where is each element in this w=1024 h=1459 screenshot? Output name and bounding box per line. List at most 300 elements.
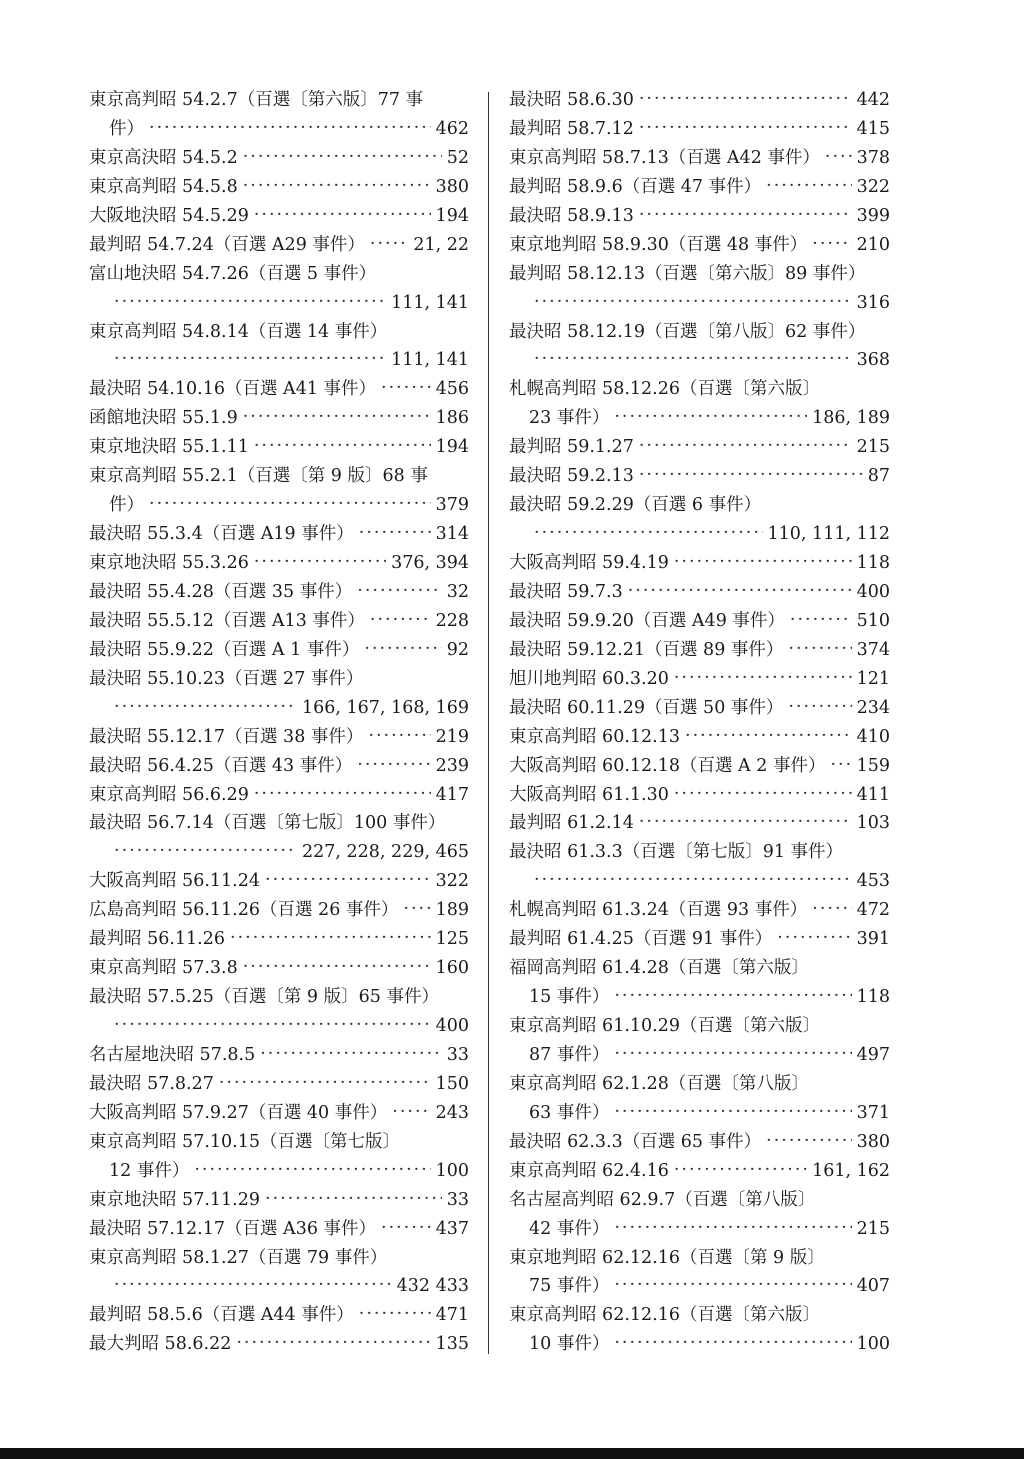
dot-leader [243, 143, 442, 172]
dot-leader [230, 924, 431, 953]
page-reference: 125 [435, 929, 469, 950]
index-entry-line [509, 404, 890, 433]
dot-leader [381, 1214, 431, 1243]
index-entry-line [509, 752, 890, 781]
index-entry-line [509, 867, 890, 896]
index-entry-line [509, 1244, 890, 1273]
index-entry-line [89, 520, 469, 549]
index-entry-line [509, 694, 890, 723]
case-citation: 東京高判昭 62.1.28（百選〔第八版〕 [509, 1073, 809, 1094]
page-reference: 437 [435, 1218, 469, 1239]
case-citation: 最決昭 59.9.20（百選 A49 事件） [509, 610, 785, 631]
dot-leader [674, 780, 852, 809]
index-entry-line [509, 1272, 890, 1301]
case-citation: 最判昭 58.7.12 [509, 118, 634, 139]
index-entry-line [89, 809, 469, 838]
page-reference: 407 [856, 1276, 890, 1297]
case-citation: 東京地判昭 62.12.16（百選〔第 9 版〕 [509, 1247, 825, 1268]
page-bottom-edge [0, 1448, 1024, 1459]
case-citation: 大阪高判昭 59.4.19 [509, 553, 669, 573]
page-reference: 210 [856, 234, 890, 255]
page-reference: 135 [435, 1334, 469, 1355]
page-reference: 400 [435, 1016, 469, 1036]
case-citation: 42 事件） [529, 1218, 610, 1239]
index-entry-line [509, 578, 890, 607]
dot-leader [790, 606, 852, 635]
page-reference: 410 [856, 726, 890, 747]
dot-leader [357, 577, 441, 606]
index-entry-line [89, 318, 469, 347]
page-reference: 118 [856, 553, 890, 573]
index-entry-line [509, 144, 890, 173]
index-entry-line [89, 1099, 469, 1128]
case-citation: 東京高判昭 57.3.8 [89, 958, 238, 979]
case-citation: 15 事件） [529, 987, 610, 1008]
dot-leader [392, 1098, 430, 1127]
dot-leader [149, 114, 431, 143]
index-entry-line [509, 1041, 890, 1070]
index-entry-line [509, 549, 890, 578]
case-citation: 広島高判昭 56.11.26（百選 26 事件） [89, 900, 399, 921]
index-entry-line [89, 1272, 469, 1301]
case-citation: 最決昭 55.9.22（百選 A 1 事件） [89, 639, 360, 660]
index-column-right [509, 86, 890, 1359]
case-citation: 最決昭 58.6.30 [509, 90, 634, 110]
case-citation: 大阪高判昭 61.1.30 [509, 784, 669, 805]
index-entry-line [509, 462, 890, 491]
index-entry-line [89, 925, 469, 954]
index-entry-line [509, 1012, 890, 1041]
page-reference: 103 [856, 813, 890, 834]
case-citation: 最判昭 58.12.13（百選〔第六版〕89 事件） [509, 263, 866, 284]
case-citation: 87 事件） [529, 1044, 610, 1065]
dot-leader [381, 374, 431, 403]
dot-leader [614, 1329, 851, 1358]
index-entry-line [89, 1186, 469, 1215]
index-entry-line [509, 520, 890, 549]
case-citation: 最判昭 59.1.27 [509, 437, 634, 458]
page-reference: 379 [435, 495, 469, 516]
index-entry-line [89, 1012, 469, 1041]
page-reference: 227, 228, 229, 465 [302, 842, 469, 863]
page-reference: 32 [446, 581, 469, 602]
case-citation: 件） [109, 495, 144, 516]
index-entry-line [509, 781, 890, 810]
page-reference: 380 [435, 176, 469, 197]
dot-leader [788, 693, 851, 722]
page-reference: 186, 189 [812, 408, 890, 429]
page-reference: 33 [446, 1044, 469, 1065]
index-entry-line [89, 375, 469, 404]
case-citation: 最決昭 59.12.21（百選 89 事件） [509, 639, 784, 660]
page-reference: 391 [856, 929, 890, 950]
dot-leader [674, 548, 852, 577]
index-entry-line [509, 896, 890, 925]
index-entry-line [89, 867, 469, 896]
case-citation: 最決昭 55.3.4（百選 A19 事件） [89, 524, 354, 545]
index-entry-line [89, 231, 469, 260]
dot-leader [674, 664, 852, 693]
page-reference: 314 [435, 524, 469, 545]
case-citation: 最決昭 59.7.3 [509, 581, 623, 602]
case-citation: 最決昭 58.9.13 [509, 205, 634, 226]
page-reference: 194 [435, 437, 469, 458]
index-entry-line [89, 289, 469, 318]
dot-leader [639, 432, 852, 461]
index-entry-line [89, 202, 469, 231]
index-entry-line [509, 809, 890, 838]
dot-leader [114, 1011, 431, 1040]
index-entry-line [89, 491, 469, 520]
case-citation: 最判昭 56.11.26 [89, 929, 225, 950]
dot-leader [674, 1156, 807, 1185]
index-entry-line [509, 1099, 890, 1128]
case-citation: 東京高判昭 61.10.29（百選〔第六版〕 [509, 1016, 820, 1036]
dot-leader [265, 1185, 442, 1214]
index-entry-line [89, 260, 469, 289]
index-entry-line [89, 462, 469, 491]
dot-leader [243, 172, 431, 201]
index-entry-line [89, 1070, 469, 1099]
page-reference: 316 [856, 292, 890, 313]
dot-leader [766, 172, 851, 201]
dot-leader [114, 288, 386, 317]
dot-leader [639, 85, 852, 114]
index-entry-line [89, 549, 469, 578]
index-entry-line [89, 1215, 469, 1244]
index-entry-line [509, 115, 890, 144]
case-citation: 最決昭 56.4.25（百選 43 事件） [89, 755, 353, 776]
dot-leader [628, 577, 852, 606]
case-citation: 札幌高判昭 61.3.24（百選 93 事件） [509, 900, 808, 921]
dot-leader [534, 345, 852, 374]
index-entry-line [509, 1301, 890, 1330]
index-entry-line [509, 86, 890, 115]
page-reference: 368 [856, 350, 890, 371]
case-citation: 最決昭 56.7.14（百選〔第七版〕100 事件） [89, 813, 446, 834]
page-reference: 472 [856, 900, 890, 921]
page-reference: 110, 111, 112 [767, 524, 890, 545]
index-entry-line [509, 1186, 890, 1215]
index-entry-line [89, 665, 469, 694]
index-entry-line [509, 260, 890, 289]
case-citation: 最決昭 55.5.12（百選 A13 事件） [89, 610, 365, 631]
page-reference: 374 [856, 639, 890, 660]
dot-leader [777, 924, 851, 953]
case-citation: 最決昭 54.10.16（百選 A41 事件） [89, 379, 377, 400]
case-citation: 最決昭 60.11.29（百選 50 事件） [509, 697, 784, 718]
index-entry-line [89, 1301, 469, 1330]
page-reference: 415 [856, 118, 890, 139]
page-reference: 21, 22 [413, 234, 469, 255]
case-citation: 東京地決昭 55.3.26 [89, 553, 249, 573]
page-reference: 376, 394 [391, 553, 469, 573]
case-citation: 東京地決昭 55.1.11 [89, 437, 249, 458]
dot-leader [254, 548, 386, 577]
page-reference: 100 [856, 1334, 890, 1355]
dot-leader [766, 1127, 851, 1156]
page-reference: 150 [435, 1073, 469, 1094]
case-citation: 大阪高判昭 56.11.24 [89, 871, 260, 892]
case-citation: 最決昭 58.12.19（百選〔第八版〕62 事件） [509, 321, 866, 342]
case-citation: 大阪高判昭 57.9.27（百選 40 事件） [89, 1102, 388, 1123]
dot-leader [357, 751, 430, 780]
case-citation: 東京高判昭 54.8.14（百選 14 事件） [89, 321, 388, 342]
index-entry-line [509, 202, 890, 231]
case-citation: 最決昭 57.8.27 [89, 1073, 214, 1094]
dot-leader [243, 953, 431, 982]
index-entry-line [89, 954, 469, 983]
index-entry-line [89, 1244, 469, 1273]
index-entry-line [509, 954, 890, 983]
case-citation: 名古屋高判昭 62.9.7（百選〔第八版〕 [509, 1189, 816, 1210]
index-entry-line [89, 752, 469, 781]
index-entry-line [89, 1330, 469, 1359]
page-reference: 215 [856, 1218, 890, 1239]
page-reference: 160 [435, 958, 469, 979]
case-citation: 最決昭 61.3.3（百選〔第七版〕91 事件） [509, 842, 844, 863]
case-citation: 最決昭 59.2.29（百選 6 事件） [509, 495, 762, 516]
page-reference: 111, 141 [391, 292, 469, 313]
page-reference: 400 [856, 581, 890, 602]
dot-leader [254, 780, 431, 809]
index-entry-line [89, 607, 469, 636]
index-entry-line [509, 838, 890, 867]
index-entry-line [89, 404, 469, 433]
dot-leader [114, 837, 297, 866]
dot-leader [639, 808, 852, 837]
dot-leader [194, 1156, 430, 1185]
case-citation: 63 事件） [529, 1102, 610, 1123]
index-entry-line [509, 433, 890, 462]
index-entry-line [89, 433, 469, 462]
dot-leader [534, 866, 852, 895]
page-reference: 219 [435, 726, 469, 747]
dot-leader [114, 1271, 392, 1300]
index-entry-line [89, 636, 469, 665]
dot-leader [614, 1271, 851, 1300]
page-reference: 121 [856, 668, 890, 689]
page-reference: 100 [435, 1160, 469, 1181]
case-citation: 件） [109, 118, 144, 139]
index-entry-line [509, 289, 890, 318]
index-entry-line [509, 491, 890, 520]
dot-leader [534, 519, 763, 548]
case-citation: 東京高判昭 62.12.16（百選〔第六版〕 [509, 1305, 820, 1326]
case-citation: 23 事件） [529, 408, 610, 429]
case-citation: 10 事件） [529, 1334, 610, 1355]
dot-leader [830, 751, 851, 780]
dot-leader [614, 1098, 851, 1127]
index-entry-line [509, 665, 890, 694]
index-entry-line [89, 896, 469, 925]
case-citation: 函館地決昭 55.1.9 [89, 408, 238, 429]
case-citation: 大阪地決昭 54.5.29 [89, 205, 249, 226]
index-entry-line [89, 144, 469, 173]
index-column-left [89, 86, 469, 1359]
index-entry-line [509, 925, 890, 954]
page-reference: 239 [435, 755, 469, 776]
page-reference: 161, 162 [812, 1160, 890, 1181]
page-reference: 411 [856, 784, 890, 805]
case-citation: 最決昭 55.10.23（百選 27 事件） [89, 668, 364, 689]
page-reference: 378 [856, 147, 890, 168]
index-entry-line [89, 1128, 469, 1157]
page-reference: 453 [856, 871, 890, 892]
index-entry-line [89, 346, 469, 375]
case-citation: 東京高決昭 54.5.2 [89, 147, 238, 168]
page-reference: 194 [435, 205, 469, 226]
dot-leader [639, 114, 852, 143]
page-reference: 228 [435, 610, 469, 631]
case-citation: 東京高判昭 58.7.13（百選 A42 事件） [509, 147, 820, 168]
case-citation: 最決昭 62.3.3（百選 65 事件） [509, 1131, 762, 1152]
case-citation: 大阪高判昭 60.12.18（百選 A 2 事件） [509, 755, 826, 776]
dot-leader [254, 432, 431, 461]
page-reference: 189 [435, 900, 469, 921]
index-entry-line [509, 375, 890, 404]
dot-leader [534, 288, 852, 317]
page-reference: 462 [435, 118, 469, 139]
index-entry-line [509, 1330, 890, 1359]
index-entry-line [509, 1128, 890, 1157]
page-reference: 322 [435, 871, 469, 892]
case-citation: 東京高判昭 57.10.15（百選〔第七版〕 [89, 1131, 400, 1152]
page-reference: 442 [856, 90, 890, 110]
index-entry-line [89, 1041, 469, 1070]
case-citation: 最判昭 61.4.25（百選 91 事件） [509, 929, 773, 950]
index-entry-line [89, 781, 469, 810]
dot-leader [114, 345, 386, 374]
index-entry-line [509, 983, 890, 1012]
index-entry-line [509, 173, 890, 202]
dot-leader [219, 1069, 431, 1098]
dot-leader [370, 230, 408, 259]
case-citation: 東京高判昭 54.5.8 [89, 176, 238, 197]
index-entry-line [509, 723, 890, 752]
page-reference: 111, 141 [391, 350, 469, 371]
page-reference: 92 [446, 639, 469, 660]
case-citation: 最決昭 55.12.17（百選 38 事件） [89, 726, 364, 747]
dot-leader [614, 403, 807, 432]
index-entry-line [89, 1157, 469, 1186]
dot-leader [639, 201, 852, 230]
dot-leader [614, 1214, 851, 1243]
page-reference: 371 [856, 1102, 890, 1123]
dot-leader [368, 722, 430, 751]
page-reference: 234 [856, 697, 890, 718]
index-entry-line [509, 1215, 890, 1244]
case-citation: 最決昭 59.2.13 [509, 466, 634, 487]
case-citation: 福岡高判昭 61.4.28（百選〔第六版〕 [509, 958, 809, 979]
page-reference: 510 [856, 610, 890, 631]
page-reference: 432 433 [396, 1276, 469, 1297]
index-entry-line [89, 115, 469, 144]
page-reference: 456 [435, 379, 469, 400]
dot-leader [639, 461, 863, 490]
case-citation: 最判昭 58.5.6（百選 A44 事件） [89, 1305, 354, 1326]
index-entry-line [89, 86, 469, 115]
case-citation: 75 事件） [529, 1276, 610, 1297]
dot-leader [236, 1329, 430, 1358]
index-entry-line [509, 318, 890, 347]
dot-leader [254, 201, 431, 230]
dot-leader [812, 230, 851, 259]
index-entry-line [509, 607, 890, 636]
index-entry-line [89, 694, 469, 723]
dot-leader [614, 1040, 851, 1069]
case-citation: 東京高判昭 62.4.16 [509, 1160, 669, 1181]
case-citation: 最決昭 57.12.17（百選 A36 事件） [89, 1218, 377, 1239]
page-reference: 87 [867, 466, 890, 487]
case-citation: 最判昭 54.7.24（百選 A29 事件） [89, 234, 365, 255]
dot-leader [260, 1040, 441, 1069]
dot-leader [685, 722, 852, 751]
dot-leader [149, 490, 431, 519]
page-reference: 417 [435, 784, 469, 805]
case-citation: 最判昭 58.9.6（百選 47 事件） [509, 176, 762, 197]
index-entry-line [89, 173, 469, 202]
page-reference: 243 [435, 1102, 469, 1123]
case-citation: 最決昭 57.5.25（百選〔第 9 版〕65 事件） [89, 987, 439, 1008]
index-entry-line [509, 231, 890, 260]
page-reference: 471 [435, 1305, 469, 1326]
dot-leader [788, 635, 851, 664]
case-citation: 最大判昭 58.6.22 [89, 1334, 232, 1355]
page-reference: 399 [856, 205, 890, 226]
page-reference: 322 [856, 176, 890, 197]
index-entry-line [509, 1157, 890, 1186]
case-citation: 東京高判昭 56.6.29 [89, 784, 249, 805]
dot-leader [364, 635, 441, 664]
index-entry-line [509, 636, 890, 665]
index-entry-line [509, 1070, 890, 1099]
case-citation: 東京地判昭 58.9.30（百選 48 事件） [509, 234, 808, 255]
page-reference: 380 [856, 1131, 890, 1152]
dot-leader [825, 143, 852, 172]
case-citation: 12 事件） [109, 1160, 190, 1181]
page-reference: 52 [446, 147, 469, 168]
case-citation: 東京高判昭 60.12.13 [509, 726, 680, 747]
index-entry-line [89, 983, 469, 1012]
page-reference: 159 [856, 755, 890, 776]
dot-leader [359, 519, 431, 548]
page-reference: 497 [856, 1044, 890, 1065]
index-entry-line [509, 346, 890, 375]
dot-leader [614, 982, 851, 1011]
dot-leader [403, 895, 430, 924]
page-reference: 186 [435, 408, 469, 429]
dot-leader [370, 606, 431, 635]
case-citation: 東京地決昭 57.11.29 [89, 1189, 260, 1210]
case-citation: 富山地決昭 54.7.26（百選 5 事件） [89, 263, 377, 284]
page-reference: 215 [856, 437, 890, 458]
case-citation: 東京高判昭 55.2.1（百選〔第 9 版〕68 事 [89, 466, 428, 487]
index-entry-line [89, 723, 469, 752]
case-citation: 最判昭 61.2.14 [509, 813, 634, 834]
column-divider [488, 92, 489, 1354]
case-citation: 最決昭 55.4.28（百選 35 事件） [89, 581, 353, 602]
page-reference: 166, 167, 168, 169 [302, 697, 469, 718]
case-citation: 札幌高判昭 58.12.26（百選〔第六版〕 [509, 379, 820, 400]
dot-leader [265, 866, 431, 895]
page-reference: 33 [446, 1189, 469, 1210]
dot-leader [812, 895, 851, 924]
case-citation: 名古屋地決昭 57.8.5 [89, 1044, 256, 1065]
dot-leader [359, 1300, 431, 1329]
dot-leader [243, 403, 431, 432]
case-citation: 東京高判昭 58.1.27（百選 79 事件） [89, 1247, 388, 1268]
